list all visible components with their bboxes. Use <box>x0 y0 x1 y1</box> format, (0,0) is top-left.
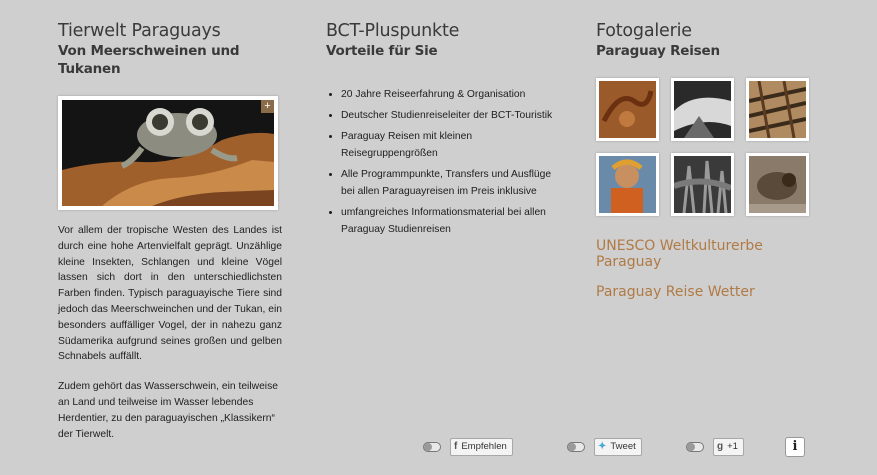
gallery-thumbnail[interactable] <box>746 153 809 216</box>
pluspunkte-section <box>326 20 556 242</box>
facebook-share <box>423 437 513 457</box>
gallery-thumbnail[interactable] <box>596 153 659 216</box>
gallery-thumbnail[interactable] <box>671 78 734 141</box>
gallery-thumbnail[interactable] <box>746 78 809 141</box>
facebook-label: Empfehlen <box>461 441 507 452</box>
section-subtitle: Von Meerschweinen und Tukanen <box>58 43 240 77</box>
privacy-toggle[interactable] <box>686 442 704 452</box>
privacy-toggle[interactable] <box>567 442 585 452</box>
section-title: BCT-Pluspunkte <box>326 21 460 41</box>
fotogalerie-section <box>596 20 826 300</box>
info-icon[interactable]: i <box>785 437 805 457</box>
section-subtitle: Paraguay Reisen <box>596 43 720 59</box>
list-item: • umfangreiches Informationsmaterial bei allen Paraguay Studienreisen <box>341 204 556 238</box>
weather-link[interactable]: Paraguay Reise Wetter <box>596 284 755 300</box>
twitter-share <box>567 437 642 457</box>
facebook-icon: f <box>454 441 458 452</box>
tweet-button[interactable] <box>594 438 642 456</box>
unesco-link[interactable]: UNESCO Weltkulturerbe Paraguay <box>596 238 763 270</box>
gplus-share <box>686 437 744 457</box>
list-item: • Alle Programmpunkte, Transfers und Ausflüge bei allen Paraguayreisen im Preis inklusive <box>341 166 556 200</box>
list-item: • 20 Jahre Reiseerfahrung & Organisation <box>341 86 556 103</box>
benefits-list <box>326 86 556 238</box>
section-subtitle: Vorteile für Sie <box>326 43 438 59</box>
section-title: Fotogalerie <box>596 21 692 41</box>
gplus-label: +1 <box>727 441 738 452</box>
gplus-button[interactable] <box>713 438 744 456</box>
twitter-bird-icon: ✦ <box>598 441 607 452</box>
expand-icon[interactable]: + <box>261 100 274 113</box>
gplus-icon: g <box>717 441 724 452</box>
body-paragraph: Zudem gehört das Wasserschwein, ein teilweise an Land und teilweise im Wasser lebendes Herdentier, zu den paraguayischen „Klassikern“ der Tierwelt. <box>58 381 278 440</box>
list-item: • Deutscher Studienreiseleiter der BCT-Touristik <box>341 107 556 124</box>
gallery-thumbnail[interactable] <box>671 153 734 216</box>
section-title: Tierwelt Paraguays <box>58 21 221 41</box>
privacy-toggle[interactable] <box>423 442 441 452</box>
list-item: • Paraguay Reisen mit kleinen Reisegruppengrößen <box>341 128 556 162</box>
photo-gallery <box>596 78 826 216</box>
tweet-label: Tweet <box>610 441 636 452</box>
tierwelt-section <box>58 20 282 442</box>
frog-photo <box>62 100 274 206</box>
body-paragraph: Vor allem der tropische Westen des Landes ist durch eine hohe Artenvielfalt geprägt. Unzählige kleine Insekten, Schlangen und kleine Vögel lassen sich dort in den unterschiedlichsten Farben finden. Typisch paraguayische Tiere sind jedoch das Meerschweinchen und der Tukan, ein besonders auffälliger Vogel, der in nahezu ganz Südamerika aufgrund seines großen und gelben Schnabels auffällt. <box>58 225 282 363</box>
hero-image-frog[interactable] <box>58 96 278 210</box>
facebook-like-button[interactable] <box>450 438 513 456</box>
gallery-thumbnail[interactable] <box>596 78 659 141</box>
